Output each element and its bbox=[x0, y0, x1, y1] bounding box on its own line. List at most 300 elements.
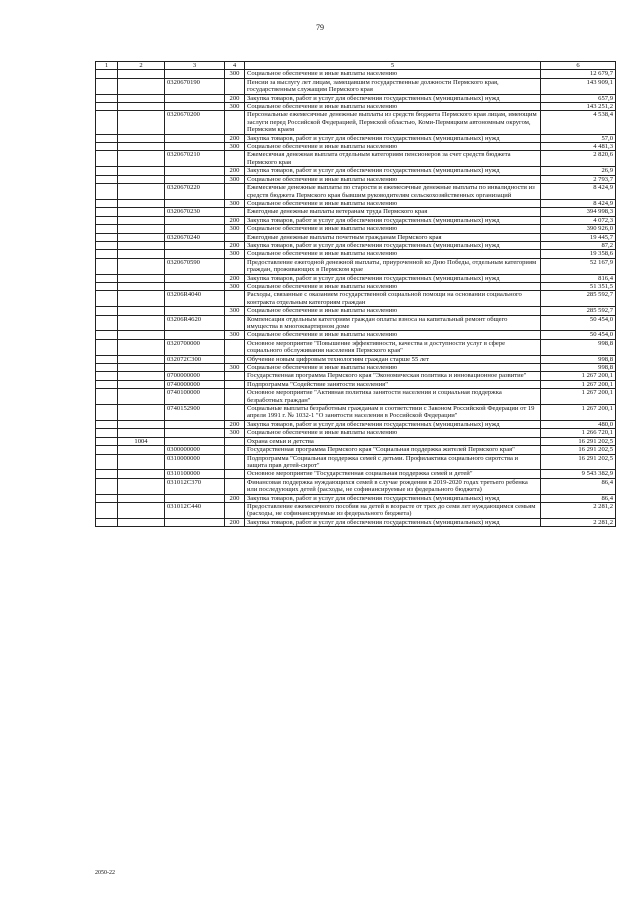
cell-amount: 50 454,0 bbox=[541, 315, 616, 331]
column-header: 4 bbox=[225, 62, 245, 70]
cell-section bbox=[118, 364, 165, 372]
table-row bbox=[96, 216, 616, 224]
cell-amount: 1 267 200,1 bbox=[541, 389, 616, 405]
cell-amount: 998,8 bbox=[541, 339, 616, 355]
cell-blank bbox=[96, 250, 118, 258]
cell-blank bbox=[96, 282, 118, 290]
cell-description: Предоставление ежегодной денежной выплаты, приуроченной ко Дню Победы, отдельным категориям граждан, проживающих в Пермском крае bbox=[245, 258, 541, 274]
cell-section bbox=[118, 225, 165, 233]
cell-target-code bbox=[165, 307, 225, 315]
cell-amount: 86,4 bbox=[541, 478, 616, 494]
cell-expense-type bbox=[225, 233, 245, 241]
cell-target-code bbox=[165, 494, 225, 502]
cell-blank bbox=[96, 78, 118, 94]
cell-amount: 285 592,7 bbox=[541, 307, 616, 315]
cell-amount: 143 251,2 bbox=[541, 103, 616, 111]
cell-section bbox=[118, 103, 165, 111]
cell-target-code bbox=[165, 429, 225, 437]
cell-section bbox=[118, 216, 165, 224]
page-number: 79 bbox=[316, 23, 324, 32]
cell-section bbox=[118, 339, 165, 355]
cell-blank bbox=[96, 364, 118, 372]
cell-target-code: 0740000000 bbox=[165, 380, 225, 388]
cell-description: Ежемесячные денежные выплаты по старости и ежемесячные денежные выплаты по инвалидности из средств бюджета Пермского края бывшим руководителям сельскохозяйственных организаций bbox=[245, 184, 541, 200]
cell-section bbox=[118, 94, 165, 102]
cell-blank bbox=[96, 258, 118, 274]
cell-expense-type: 300 bbox=[225, 175, 245, 183]
cell-target-code bbox=[165, 518, 225, 526]
cell-expense-type bbox=[225, 470, 245, 478]
cell-blank bbox=[96, 389, 118, 405]
cell-expense-type: 300 bbox=[225, 307, 245, 315]
cell-section bbox=[118, 134, 165, 142]
table-row bbox=[96, 494, 616, 502]
cell-blank bbox=[96, 331, 118, 339]
table-row bbox=[96, 208, 616, 216]
cell-description: Ежемесячная денежная выплата отдельным категориям пенсионеров за счет средств бюджета Пермского края bbox=[245, 151, 541, 167]
cell-section bbox=[118, 143, 165, 151]
cell-expense-type bbox=[225, 502, 245, 518]
cell-description: Социальное обеспечение и иные выплаты населению bbox=[245, 70, 541, 78]
cell-target-code: 0740100000 bbox=[165, 389, 225, 405]
cell-target-code bbox=[165, 143, 225, 151]
table-row bbox=[96, 94, 616, 102]
cell-target-code: 0700000000 bbox=[165, 372, 225, 380]
cell-section bbox=[118, 184, 165, 200]
cell-expense-type bbox=[225, 478, 245, 494]
cell-expense-type bbox=[225, 184, 245, 200]
cell-section bbox=[118, 208, 165, 216]
cell-expense-type: 300 bbox=[225, 429, 245, 437]
table-row bbox=[96, 241, 616, 249]
cell-blank bbox=[96, 241, 118, 249]
cell-expense-type: 300 bbox=[225, 225, 245, 233]
cell-target-code bbox=[165, 274, 225, 282]
table-row bbox=[96, 331, 616, 339]
table-row bbox=[96, 167, 616, 175]
cell-section bbox=[118, 494, 165, 502]
cell-target-code: 031012С440 bbox=[165, 502, 225, 518]
column-header: 2 bbox=[118, 62, 165, 70]
cell-expense-type bbox=[225, 355, 245, 363]
cell-expense-type bbox=[225, 405, 245, 421]
table-row bbox=[96, 355, 616, 363]
table-row bbox=[96, 233, 616, 241]
cell-expense-type bbox=[225, 208, 245, 216]
cell-expense-type: 300 bbox=[225, 250, 245, 258]
cell-target-code: 0320700000 bbox=[165, 339, 225, 355]
cell-blank bbox=[96, 291, 118, 307]
cell-expense-type: 200 bbox=[225, 518, 245, 526]
cell-description: Основное мероприятие "Активная политика занятости населения и социальная поддержка безработных граждан" bbox=[245, 389, 541, 405]
cell-section bbox=[118, 470, 165, 478]
cell-target-code bbox=[165, 437, 225, 445]
cell-amount: 998,8 bbox=[541, 364, 616, 372]
cell-section bbox=[118, 372, 165, 380]
cell-expense-type: 200 bbox=[225, 274, 245, 282]
cell-amount: 480,0 bbox=[541, 420, 616, 428]
table-row bbox=[96, 151, 616, 167]
cell-section bbox=[118, 282, 165, 290]
cell-target-code bbox=[165, 94, 225, 102]
cell-expense-type bbox=[225, 291, 245, 307]
cell-blank bbox=[96, 429, 118, 437]
cell-expense-type bbox=[225, 446, 245, 454]
cell-expense-type: 200 bbox=[225, 94, 245, 102]
cell-description: Социальное обеспечение и иные выплаты населению bbox=[245, 307, 541, 315]
cell-description: Социальное обеспечение и иные выплаты населению bbox=[245, 199, 541, 207]
cell-description: Закупка товаров, работ и услуг для обеспечения государственных (муниципальных) нужд bbox=[245, 167, 541, 175]
cell-section bbox=[118, 502, 165, 518]
cell-target-code bbox=[165, 134, 225, 142]
cell-blank bbox=[96, 494, 118, 502]
cell-description: Финансовая поддержка нуждающихся семей в случае рождения в 2019-2020 годах третьего ребенка или последующих детей (расходы, не софинансируемые из федерального бюджета) bbox=[245, 478, 541, 494]
cell-target-code bbox=[165, 167, 225, 175]
cell-amount: 86,4 bbox=[541, 494, 616, 502]
cell-description: Закупка товаров, работ и услуг для обеспечения государственных (муниципальных) нужд bbox=[245, 94, 541, 102]
table-row bbox=[96, 111, 616, 134]
table-row bbox=[96, 446, 616, 454]
cell-expense-type: 200 bbox=[225, 134, 245, 142]
cell-section bbox=[118, 315, 165, 331]
cell-description: Обучение новым цифровым технологиям граждан старше 55 лет bbox=[245, 355, 541, 363]
cell-expense-type: 200 bbox=[225, 216, 245, 224]
cell-description: Пенсии за выслугу лет лицам, замещавшим государственные должности Пермского края, государственным служащим Пермского края bbox=[245, 78, 541, 94]
table-row bbox=[96, 372, 616, 380]
cell-blank bbox=[96, 502, 118, 518]
cell-section bbox=[118, 291, 165, 307]
table-row bbox=[96, 470, 616, 478]
cell-expense-type: 300 bbox=[225, 103, 245, 111]
cell-section: 1004 bbox=[118, 437, 165, 445]
cell-description: Расходы, связанные с оказанием государственной социальной помощи на основании социального контракта отдельным категориям граждан bbox=[245, 291, 541, 307]
cell-section bbox=[118, 78, 165, 94]
cell-target-code bbox=[165, 364, 225, 372]
cell-amount: 9 543 382,9 bbox=[541, 470, 616, 478]
cell-target-code bbox=[165, 282, 225, 290]
cell-description: Закупка товаров, работ и услуг для обеспечения государственных (муниципальных) нужд bbox=[245, 241, 541, 249]
cell-description: Ежегодные денежные выплаты почетным гражданам Пермского края bbox=[245, 233, 541, 241]
cell-section bbox=[118, 258, 165, 274]
cell-blank bbox=[96, 420, 118, 428]
cell-amount: 2 281,2 bbox=[541, 518, 616, 526]
cell-description: Предоставление ежемесячного пособия на детей в возрасте от трех до семи лет нуждающимся семьям (расходы, не софинансируемые из федерального бюджета) bbox=[245, 502, 541, 518]
cell-target-code: 03206R4040 bbox=[165, 291, 225, 307]
cell-section bbox=[118, 151, 165, 167]
cell-amount: 16 291 202,5 bbox=[541, 437, 616, 445]
cell-blank bbox=[96, 274, 118, 282]
cell-section bbox=[118, 70, 165, 78]
cell-description: Закупка товаров, работ и услуг для обеспечения государственных (муниципальных) нужд bbox=[245, 420, 541, 428]
cell-expense-type: 200 bbox=[225, 420, 245, 428]
cell-amount: 1 267 200,1 bbox=[541, 405, 616, 421]
table-row bbox=[96, 274, 616, 282]
cell-blank bbox=[96, 167, 118, 175]
table-row bbox=[96, 454, 616, 470]
cell-target-code: 031012С370 bbox=[165, 478, 225, 494]
cell-blank bbox=[96, 518, 118, 526]
cell-amount: 51 351,5 bbox=[541, 282, 616, 290]
cell-description: Государственная программа Пермского края "Экономическая политика и инновационное развитие" bbox=[245, 372, 541, 380]
cell-target-code: 0320670200 bbox=[165, 111, 225, 134]
cell-target-code: 0320670220 bbox=[165, 184, 225, 200]
table-row bbox=[96, 364, 616, 372]
cell-target-code: 0320670230 bbox=[165, 208, 225, 216]
cell-amount: 2 793,7 bbox=[541, 175, 616, 183]
cell-expense-type bbox=[225, 454, 245, 470]
cell-amount: 8 424,9 bbox=[541, 184, 616, 200]
cell-section bbox=[118, 307, 165, 315]
cell-amount: 285 592,7 bbox=[541, 291, 616, 307]
cell-section bbox=[118, 199, 165, 207]
cell-expense-type bbox=[225, 111, 245, 134]
cell-target-code: 0310000000 bbox=[165, 454, 225, 470]
table-row bbox=[96, 184, 616, 200]
cell-blank bbox=[96, 225, 118, 233]
cell-section bbox=[118, 380, 165, 388]
cell-expense-type bbox=[225, 258, 245, 274]
cell-amount: 4 072,3 bbox=[541, 216, 616, 224]
cell-description: Закупка товаров, работ и услуг для обеспечения государственных (муниципальных) нужд bbox=[245, 216, 541, 224]
cell-section bbox=[118, 446, 165, 454]
table-row bbox=[96, 103, 616, 111]
cell-expense-type bbox=[225, 389, 245, 405]
cell-amount: 1 266 720,1 bbox=[541, 429, 616, 437]
cell-description: Социальное обеспечение и иные выплаты населению bbox=[245, 175, 541, 183]
cell-amount: 19 358,6 bbox=[541, 250, 616, 258]
table-row bbox=[96, 429, 616, 437]
cell-blank bbox=[96, 151, 118, 167]
footer-code: 2050-22 bbox=[95, 870, 115, 876]
cell-description: Социальное обеспечение и иные выплаты населению bbox=[245, 250, 541, 258]
cell-target-code: 03206R4620 bbox=[165, 315, 225, 331]
cell-amount: 57,0 bbox=[541, 134, 616, 142]
cell-target-code bbox=[165, 216, 225, 224]
cell-section bbox=[118, 274, 165, 282]
table-row bbox=[96, 134, 616, 142]
cell-amount: 26,9 bbox=[541, 167, 616, 175]
cell-section bbox=[118, 389, 165, 405]
cell-amount: 2 281,2 bbox=[541, 502, 616, 518]
cell-blank bbox=[96, 380, 118, 388]
cell-description: Подпрограмма "Социальная поддержка семей с детьми. Профилактика социального сиротства и защита прав детей-сирот" bbox=[245, 454, 541, 470]
column-header: 6 bbox=[541, 62, 616, 70]
cell-section bbox=[118, 518, 165, 526]
table-row bbox=[96, 389, 616, 405]
cell-amount: 12 679,7 bbox=[541, 70, 616, 78]
cell-blank bbox=[96, 405, 118, 421]
table-row bbox=[96, 315, 616, 331]
table-row bbox=[96, 307, 616, 315]
cell-amount: 52 167,9 bbox=[541, 258, 616, 274]
cell-description: Закупка товаров, работ и услуг для обеспечения государственных (муниципальных) нужд bbox=[245, 494, 541, 502]
cell-description: Основное мероприятие "Повышение эффективности, качества и доступности услуг в сфере социального обслуживания населения Пермского края" bbox=[245, 339, 541, 355]
table-header-row bbox=[96, 62, 616, 70]
cell-target-code bbox=[165, 70, 225, 78]
cell-description: Охрана семьи и детства bbox=[245, 437, 541, 445]
cell-blank bbox=[96, 111, 118, 134]
cell-target-code: 0310100000 bbox=[165, 470, 225, 478]
cell-blank bbox=[96, 208, 118, 216]
cell-blank bbox=[96, 454, 118, 470]
cell-description: Социальное обеспечение и иные выплаты населению bbox=[245, 225, 541, 233]
cell-amount: 394 998,3 bbox=[541, 208, 616, 216]
cell-amount: 390 926,0 bbox=[541, 225, 616, 233]
cell-expense-type bbox=[225, 339, 245, 355]
table-row bbox=[96, 258, 616, 274]
cell-section bbox=[118, 355, 165, 363]
cell-blank bbox=[96, 199, 118, 207]
cell-description: Социальное обеспечение и иные выплаты населению bbox=[245, 103, 541, 111]
table-row bbox=[96, 250, 616, 258]
cell-amount: 87,2 bbox=[541, 241, 616, 249]
cell-description: Социальное обеспечение и иные выплаты населению bbox=[245, 282, 541, 290]
cell-expense-type: 300 bbox=[225, 199, 245, 207]
cell-blank bbox=[96, 70, 118, 78]
cell-target-code: 0320670210 bbox=[165, 151, 225, 167]
cell-expense-type: 300 bbox=[225, 70, 245, 78]
cell-target-code: 0320670190 bbox=[165, 78, 225, 94]
cell-target-code: 032072С300 bbox=[165, 355, 225, 363]
cell-blank bbox=[96, 94, 118, 102]
cell-description: Социальное обеспечение и иные выплаты населению bbox=[245, 429, 541, 437]
cell-blank bbox=[96, 143, 118, 151]
cell-amount: 16 291 202,5 bbox=[541, 454, 616, 470]
column-header: 5 bbox=[245, 62, 541, 70]
table-row bbox=[96, 175, 616, 183]
cell-section bbox=[118, 429, 165, 437]
cell-amount: 143 909,1 bbox=[541, 78, 616, 94]
cell-expense-type bbox=[225, 78, 245, 94]
cell-blank bbox=[96, 446, 118, 454]
cell-target-code bbox=[165, 331, 225, 339]
cell-expense-type: 300 bbox=[225, 364, 245, 372]
table-row bbox=[96, 518, 616, 526]
cell-expense-type bbox=[225, 380, 245, 388]
cell-target-code: 0320670240 bbox=[165, 233, 225, 241]
cell-amount: 50 454,0 bbox=[541, 331, 616, 339]
cell-description: Социальное обеспечение и иные выплаты населению bbox=[245, 331, 541, 339]
cell-section bbox=[118, 111, 165, 134]
cell-expense-type: 300 bbox=[225, 143, 245, 151]
table-row bbox=[96, 78, 616, 94]
cell-description: Социальное обеспечение и иные выплаты населению bbox=[245, 143, 541, 151]
cell-target-code: 0300000000 bbox=[165, 446, 225, 454]
cell-amount: 1 267 200,1 bbox=[541, 380, 616, 388]
cell-section bbox=[118, 405, 165, 421]
cell-description: Закупка товаров, работ и услуг для обеспечения государственных (муниципальных) нужд bbox=[245, 518, 541, 526]
cell-amount: 16 291 202,5 bbox=[541, 446, 616, 454]
cell-target-code bbox=[165, 199, 225, 207]
cell-blank bbox=[96, 307, 118, 315]
cell-target-code bbox=[165, 250, 225, 258]
table-row bbox=[96, 339, 616, 355]
cell-description: Основное мероприятие "Государственная социальная поддержка семей и детей" bbox=[245, 470, 541, 478]
cell-amount: 816,4 bbox=[541, 274, 616, 282]
cell-amount: 1 267 200,1 bbox=[541, 372, 616, 380]
cell-blank bbox=[96, 134, 118, 142]
table-row bbox=[96, 380, 616, 388]
cell-expense-type bbox=[225, 315, 245, 331]
cell-description: Персональные ежемесячные денежные выплаты из средств бюджета Пермского края лицам, имеющим заслуги перед Российской Федерацией, Пермской областью, Коми-Пермяцким автономным округом, Пермским краем bbox=[245, 111, 541, 134]
table-row bbox=[96, 199, 616, 207]
cell-amount: 998,8 bbox=[541, 355, 616, 363]
cell-blank bbox=[96, 175, 118, 183]
cell-blank bbox=[96, 184, 118, 200]
cell-section bbox=[118, 331, 165, 339]
cell-section bbox=[118, 250, 165, 258]
cell-blank bbox=[96, 216, 118, 224]
cell-description: Ежегодные денежные выплаты ветеранам труда Пермского края bbox=[245, 208, 541, 216]
cell-description: Закупка товаров, работ и услуг для обеспечения государственных (муниципальных) нужд bbox=[245, 134, 541, 142]
cell-target-code bbox=[165, 175, 225, 183]
cell-expense-type: 300 bbox=[225, 331, 245, 339]
cell-blank bbox=[96, 437, 118, 445]
cell-blank bbox=[96, 470, 118, 478]
cell-description: Государственная программа Пермского края "Социальная поддержка жителей Пермского края" bbox=[245, 446, 541, 454]
cell-amount: 2 820,6 bbox=[541, 151, 616, 167]
cell-section bbox=[118, 167, 165, 175]
cell-target-code bbox=[165, 225, 225, 233]
table-row bbox=[96, 70, 616, 78]
cell-target-code: 0740152900 bbox=[165, 405, 225, 421]
column-header: 1 bbox=[96, 62, 118, 70]
cell-blank bbox=[96, 315, 118, 331]
cell-blank bbox=[96, 355, 118, 363]
cell-blank bbox=[96, 103, 118, 111]
cell-amount: 4 481,3 bbox=[541, 143, 616, 151]
budget-table bbox=[95, 61, 616, 527]
cell-expense-type: 200 bbox=[225, 241, 245, 249]
cell-section bbox=[118, 175, 165, 183]
cell-expense-type bbox=[225, 372, 245, 380]
cell-description: Компенсация отдельным категориям граждан оплаты взноса на капитальный ремонт общего имущества в многоквартирном доме bbox=[245, 315, 541, 331]
cell-section bbox=[118, 454, 165, 470]
cell-amount: 19 445,7 bbox=[541, 233, 616, 241]
cell-section bbox=[118, 420, 165, 428]
cell-expense-type: 300 bbox=[225, 282, 245, 290]
cell-target-code bbox=[165, 241, 225, 249]
cell-blank bbox=[96, 339, 118, 355]
cell-description: Социальные выплаты безработным гражданам в соответствии с Законом Российской Федерации от 19 апреля 1991 г. № 1032-1 "О занятости населения в Российской Федерации" bbox=[245, 405, 541, 421]
cell-target-code bbox=[165, 103, 225, 111]
table-row bbox=[96, 437, 616, 445]
cell-expense-type bbox=[225, 437, 245, 445]
cell-amount: 657,9 bbox=[541, 94, 616, 102]
cell-blank bbox=[96, 233, 118, 241]
cell-blank bbox=[96, 372, 118, 380]
cell-section bbox=[118, 233, 165, 241]
cell-expense-type bbox=[225, 151, 245, 167]
cell-section bbox=[118, 478, 165, 494]
cell-description: Подпрограмма "Содействие занятости населения" bbox=[245, 380, 541, 388]
table-row bbox=[96, 225, 616, 233]
cell-target-code: 0320670590 bbox=[165, 258, 225, 274]
cell-blank bbox=[96, 478, 118, 494]
cell-amount: 8 424,9 bbox=[541, 199, 616, 207]
table-row bbox=[96, 478, 616, 494]
column-header: 3 bbox=[165, 62, 225, 70]
table-row bbox=[96, 405, 616, 421]
cell-expense-type: 200 bbox=[225, 494, 245, 502]
table-row bbox=[96, 282, 616, 290]
cell-expense-type: 200 bbox=[225, 167, 245, 175]
cell-section bbox=[118, 241, 165, 249]
table-row bbox=[96, 291, 616, 307]
cell-description: Социальное обеспечение и иные выплаты населению bbox=[245, 364, 541, 372]
cell-target-code bbox=[165, 420, 225, 428]
table-row bbox=[96, 420, 616, 428]
